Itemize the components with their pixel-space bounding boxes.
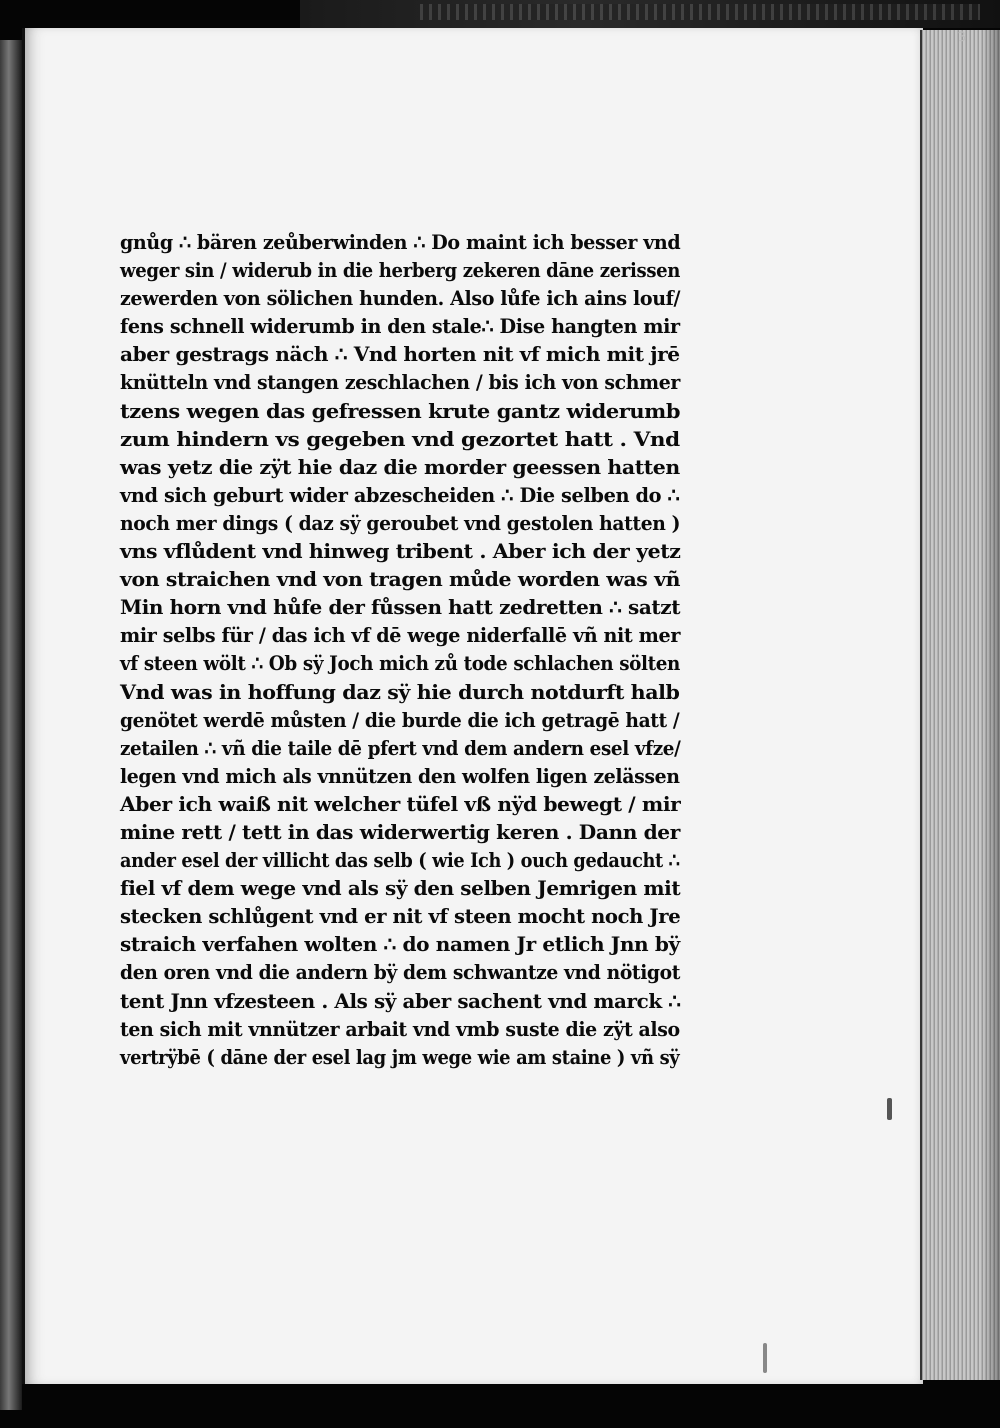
text-line: genötet werdē můsten / die burde die ich getragē hatt / (120, 707, 680, 732)
top-strip-marks (420, 4, 980, 20)
text-line: gnůg ∴ bären zeůberwinden ∴ Do maint ich besser vnd (120, 230, 681, 254)
text-line: Vnd was in hoffung daz sÿ hie durch notdurft halb (120, 679, 680, 704)
text-line: ten sich mit vnnützer arbait vnd vmb suste die zÿt also (120, 1016, 680, 1041)
text-line: mir selbs für / das ich vf dē wege niderfallē vñ nit mer (120, 623, 681, 648)
folio-mark: 3 (956, 29, 968, 46)
text-line: fiel vf dem wege vnd als sÿ den selben Jemrigen mit (120, 876, 681, 901)
text-line: legen vnd mich als vnnützen den wolfen ligen zelässen (120, 763, 680, 788)
text-line: stecken schlůgent vnd er nit vf steen mocht noch Jre (120, 904, 681, 929)
text-line: vertrÿbē ( dāne der esel lag jm wege wie am staine ) vñ sÿ (120, 1044, 680, 1069)
text-line: fens schnell widerumb in den stale∴ Dise hangten mir (120, 314, 680, 339)
text-line: tzens wegen das gefressen krute gantz widerumb (120, 398, 681, 423)
text-line: Min horn vnd hůfe der fůssen hatt zedretten ∴ satzt (120, 595, 681, 620)
text-line: knütteln vnd stangen zeschlachen / bis ich von schmer (120, 370, 680, 395)
text-line: aber gestrags näch ∴ Vnd horten nit vf mich mit jrē (120, 342, 680, 367)
text-line: zewerden von sölichen hunden. Also lůfe ich ains louf/ (120, 286, 681, 311)
text-line: tent Jnn vfzesteen . Als sÿ aber sachent vnd marck ∴ (120, 988, 681, 1013)
text-line: ander esel der villicht das selb ( wie Ich ) ouch gedaucht ∴ (120, 848, 680, 873)
text-block (120, 228, 680, 1071)
text-line: zum hindern vs gegeben vnd gezortet hatt . Vnd (120, 426, 680, 451)
text-line: zetailen ∴ vñ die taile dē pfert vnd dem andern esel vfze/ (120, 735, 681, 760)
text-line: den oren vnd die andern bÿ dem schwantze vnd nötigot (120, 960, 680, 985)
stray-mark (763, 1343, 767, 1373)
page-stack-edges (920, 30, 1000, 1380)
left-page-edge (0, 40, 22, 1410)
text-line: vnd sich geburt wider abzescheiden ∴ Die selben do ∴ (120, 482, 680, 507)
stray-mark (887, 1098, 892, 1120)
text-line: straich verfahen wolten ∴ do namen Jr etlich Jnn bÿ (120, 932, 680, 957)
text-line: was yetz die zÿt hie daz die morder geessen hatten (120, 454, 680, 479)
text-line: mine rett / tett in das widerwertig keren . Dann der (120, 819, 680, 844)
text-line: vns vflůdent vnd hinweg tribent . Aber ich der yetz (120, 539, 681, 564)
text-line: vf steen wölt ∴ Ob sÿ Joch mich zů tode schlachen sölten (120, 651, 681, 676)
text-line: Aber ich waiß nit welcher tüfel vß nÿd bewegt / mir (120, 791, 681, 816)
text-line: noch mer dings ( daz sÿ geroubet vnd gestolen hatten ) (120, 510, 681, 535)
text-line: von straichen vnd von tragen můde worden was vñ (120, 567, 681, 592)
text-line: weger sin / widerub in die herberg zekeren dāne zerissen (120, 258, 681, 283)
top-dark-strip (300, 0, 1000, 28)
